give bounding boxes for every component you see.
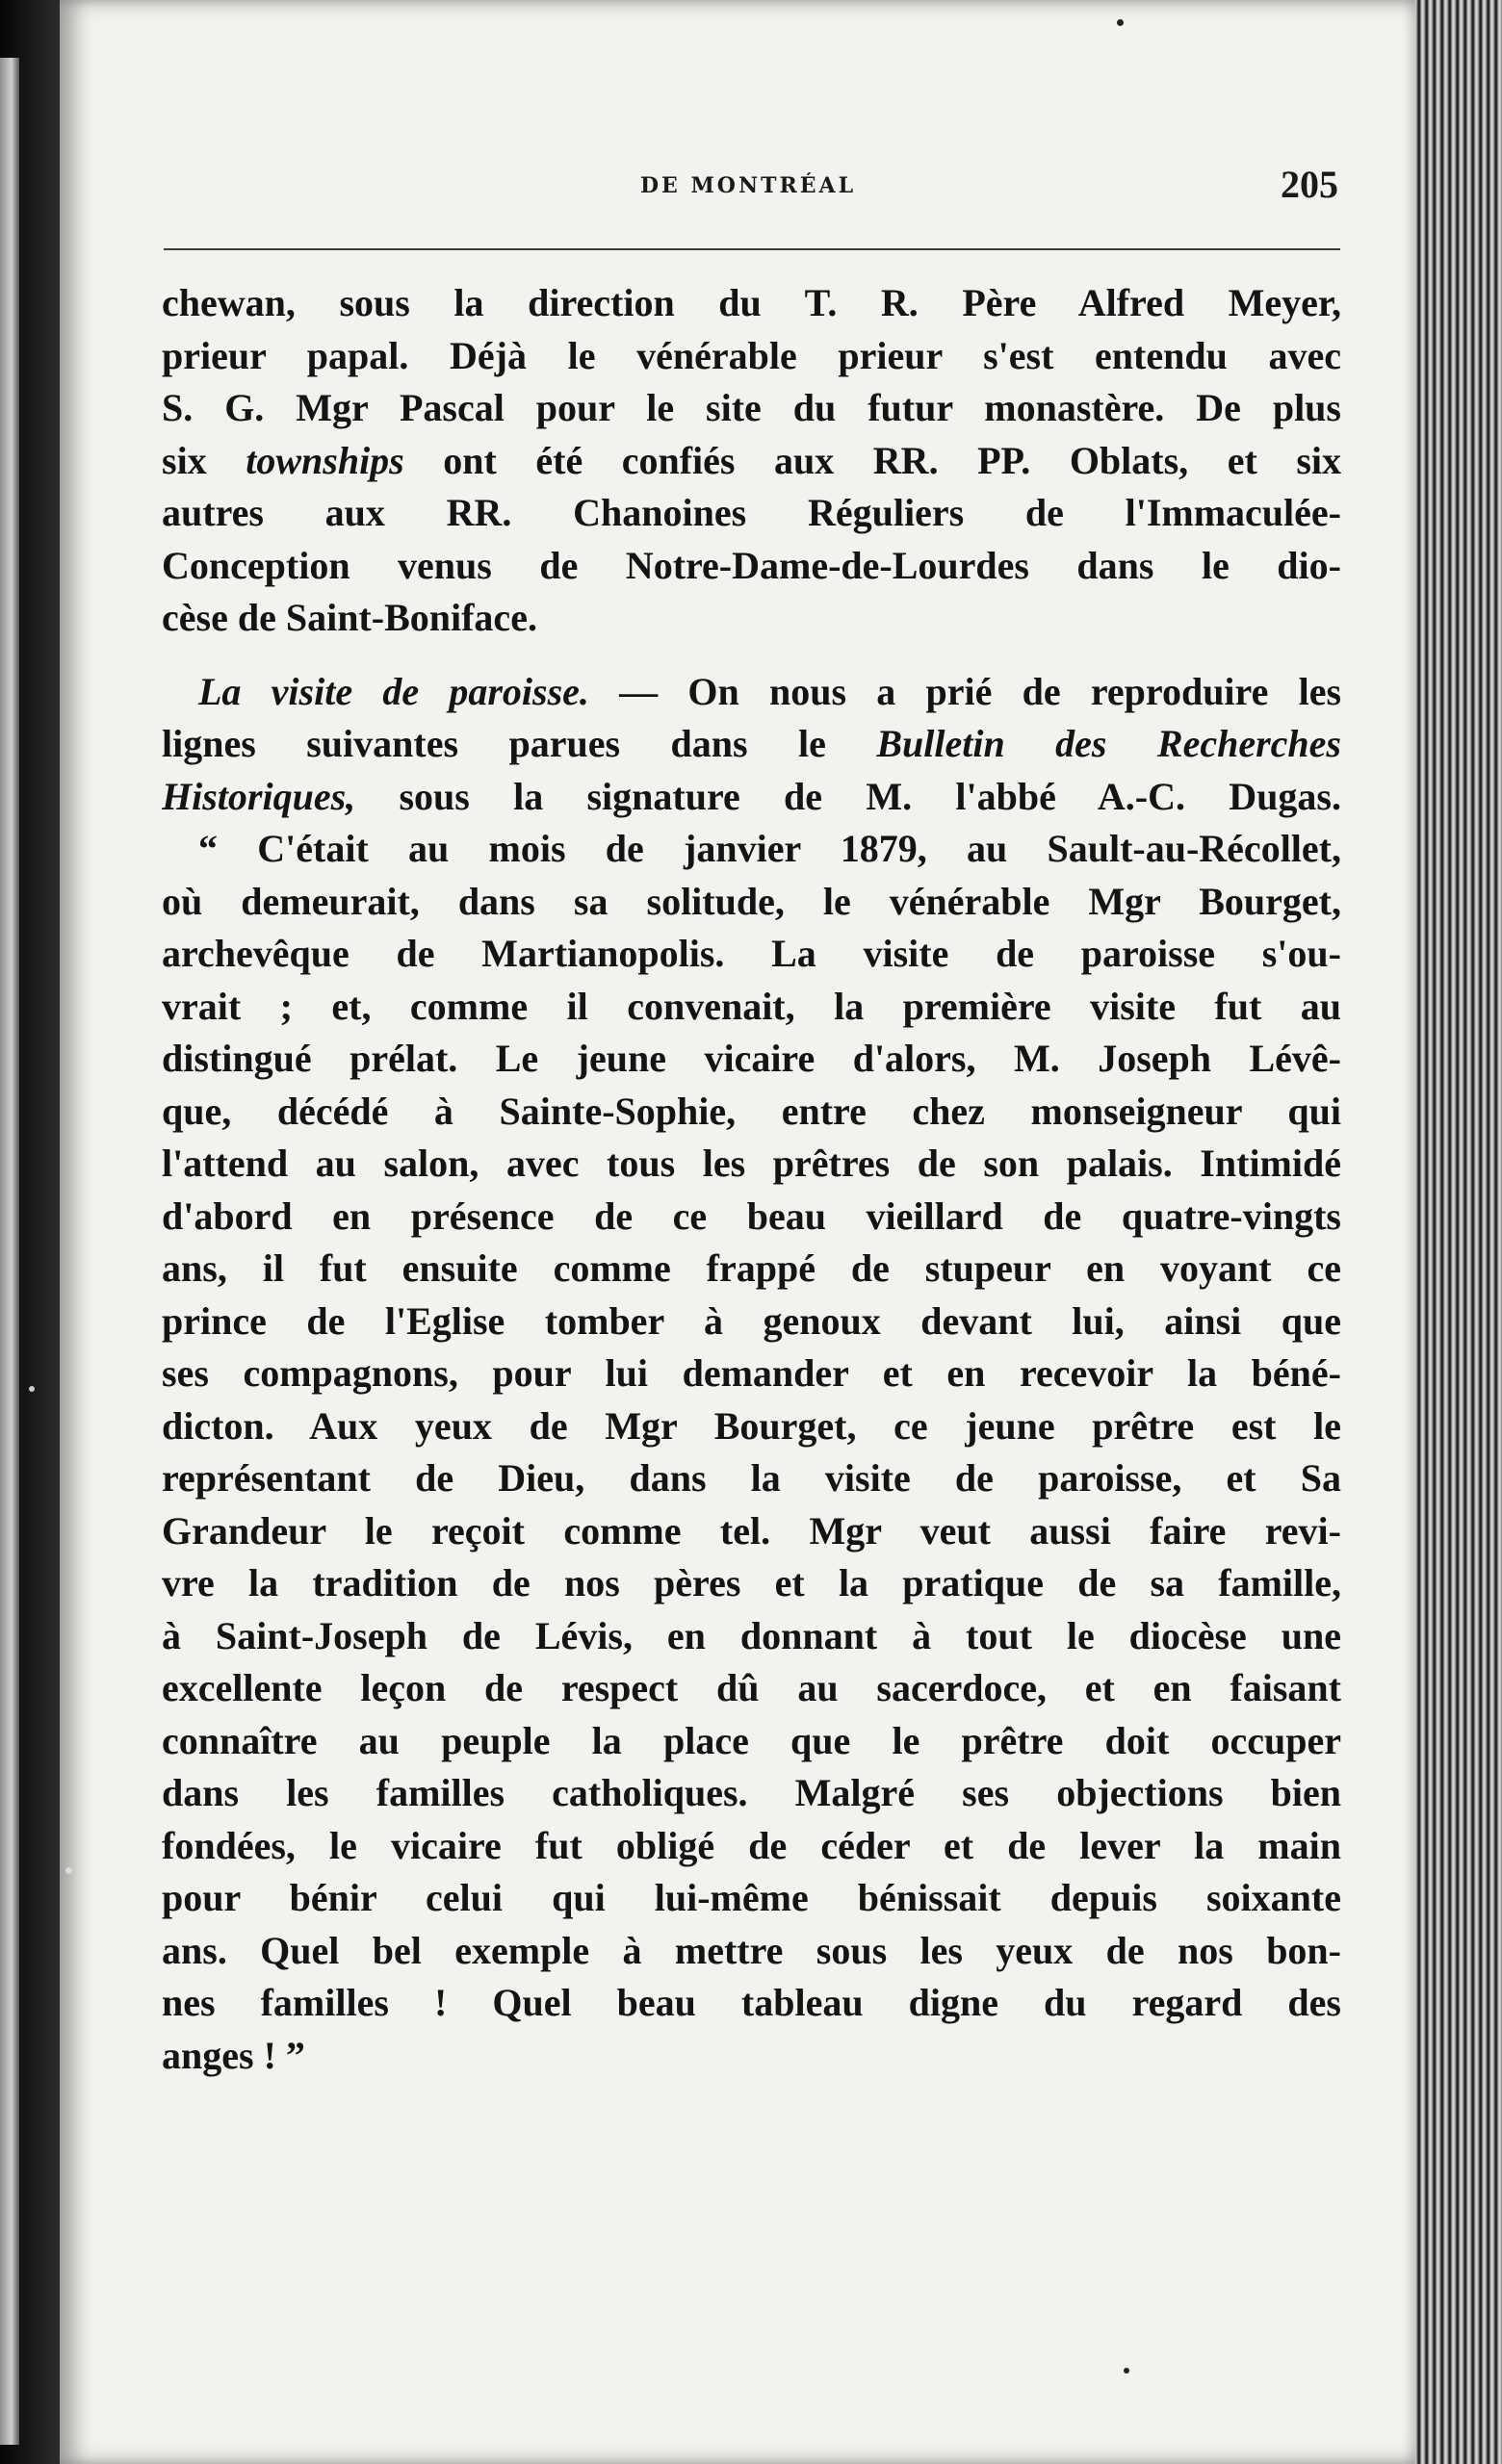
text-line xyxy=(162,718,1341,771)
text-line: anges ! ” xyxy=(162,2033,305,2077)
text-line: prieur papal. Déjà le vénérable prieur s'est entendu avec xyxy=(162,333,1341,377)
header-rule xyxy=(164,248,1340,250)
text-line: Grandeur le reçoit comme tel. Mgr veut aussi faire revi- xyxy=(162,1508,1341,1553)
text-line: “ C'était au mois de janvier 1879, au Sault-au-Récollet, xyxy=(198,827,1341,870)
text-line: que, décédé à Sainte-Sophie, entre chez monseigneur qui xyxy=(162,1089,1341,1133)
text-line: Conception venus de Notre-Dame-de-Lourdes dans le dio- xyxy=(162,543,1341,587)
text-line: distingué prélat. Le jeune vicaire d'alors, M. Joseph Lévê- xyxy=(162,1037,1341,1080)
text-line: archevêque de Martianopolis. La visite de paroisse s'ou- xyxy=(162,932,1341,975)
page-number: 205 xyxy=(1281,163,1338,206)
text-line xyxy=(162,771,1341,824)
margin-speck xyxy=(65,1867,72,1874)
text-line xyxy=(162,435,1341,488)
margin-speck xyxy=(29,1386,35,1392)
text-line: cèse de Saint-Boniface. xyxy=(162,596,537,639)
text-line: pour bénir celui qui lui-même bénissait depuis soixante xyxy=(162,1876,1341,1919)
text-line: dicton. Aux yeux de Mgr Bourget, ce jeune prêtre est le xyxy=(162,1403,1341,1448)
text-line: autres aux RR. Chanoines Réguliers de l'Immaculée- xyxy=(162,491,1341,534)
left-page-edge xyxy=(0,58,19,2445)
text-line: fondées, le vicaire fut obligé de céder et de lever la main xyxy=(162,1823,1341,1867)
text-line: d'abord en présence de ce beau vieillard de quatre-vingts xyxy=(162,1194,1341,1238)
text-line: nes familles ! Quel beau tableau digne du regard des xyxy=(162,1981,1341,2024)
text-line: vrait ; et, comme il convenait, la première visite fut au xyxy=(162,984,1341,1028)
text-line: ans. Quel bel exemple à mettre sous les yeux de nos bon- xyxy=(162,1928,1341,1972)
text-line: excellente leçon de respect dû au sacerdoce, et en faisant xyxy=(162,1666,1341,1709)
body-text xyxy=(162,277,1341,2082)
page-header xyxy=(156,162,1340,219)
text-line: chewan, sous la direction du T. R. Père Alfred Meyer, xyxy=(162,281,1341,324)
print-speck xyxy=(1117,19,1124,26)
print-speck xyxy=(1124,2368,1129,2374)
paragraph-gap xyxy=(162,645,1341,666)
text-line: ses compagnons, pour lui demander et en recevoir la béné- xyxy=(162,1351,1341,1395)
text-line: l'attend au salon, avec tous les prêtres de son palais. Intimidé xyxy=(162,1142,1341,1185)
running-title: DE MONTRÉAL xyxy=(639,173,857,198)
text-line: représentant de Dieu, dans la visite de paroisse, et Sa xyxy=(162,1456,1341,1500)
text-span: — On nous a prié de reproduire les xyxy=(588,669,1341,713)
text-line: à Saint-Joseph de Lévis, en donnant à tout le diocèse une xyxy=(162,1613,1341,1657)
text-line: ans, il fut ensuite comme frappé de stupeur en voyant ce xyxy=(162,1246,1341,1290)
section-heading: La visite de paroisse. xyxy=(198,669,589,713)
text-line: dans les familles catholiques. Malgré ses objections bien xyxy=(162,1771,1341,1814)
italic-term: townships xyxy=(246,438,404,482)
text-line xyxy=(162,666,1341,719)
italic-title: Historiques, xyxy=(162,774,356,818)
text-span: ont été confiés aux RR. PP. Oblats, et six xyxy=(403,438,1341,482)
text-span: lignes suivantes parues dans le xyxy=(162,722,877,765)
text-line: connaître au peuple la place que le prêtre doit occuper xyxy=(162,1718,1341,1762)
page xyxy=(60,0,1415,2464)
italic-title: Bulletin des Recherches xyxy=(876,722,1341,765)
text-span: six xyxy=(162,438,246,482)
text-line: prince de l'Eglise tomber à genoux devant lui, ainsi que xyxy=(162,1298,1341,1343)
page-stack-edge xyxy=(1411,0,1502,2464)
text-line: S. G. Mgr Pascal pour le site du futur monastère. De plus xyxy=(162,386,1341,429)
text-line: où demeurait, dans sa solitude, le vénérable Mgr Bourget, xyxy=(162,879,1341,923)
text-line: vre la tradition de nos pères et la pratique de sa famille, xyxy=(162,1561,1341,1604)
text-span: sous la signature de M. l'abbé A.-C. Dugas. xyxy=(355,774,1341,818)
